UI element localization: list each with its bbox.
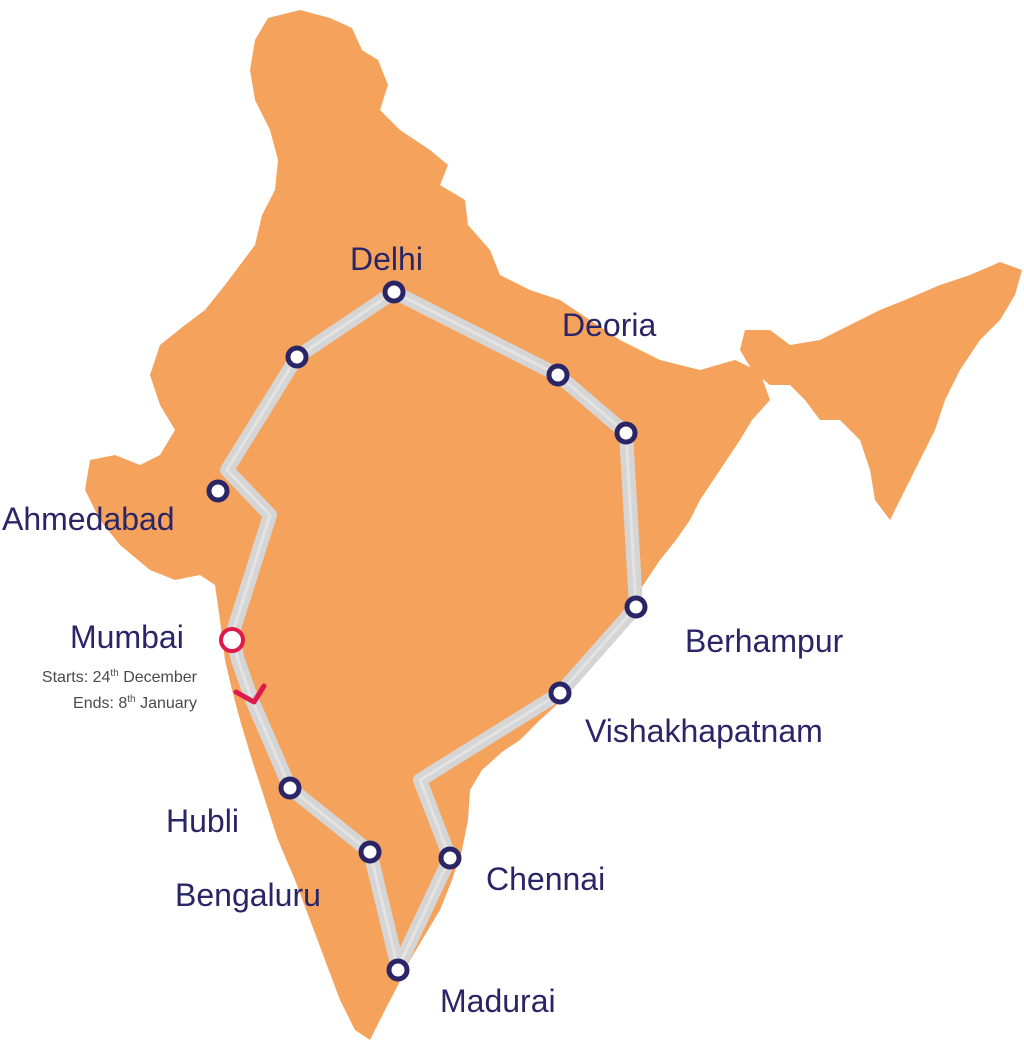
stop-berhampur[interactable] (627, 598, 645, 616)
label-chennai: Chennai (486, 861, 606, 897)
stop-mumbai[interactable] (221, 629, 243, 651)
label-deoria: Deoria (562, 307, 657, 343)
label-mumbai: Mumbai (70, 619, 184, 655)
stop-bengaluru[interactable] (361, 843, 379, 861)
stop-vishakhapatnam[interactable] (551, 684, 569, 702)
label-madurai: Madurai (440, 983, 556, 1019)
label-ahmedabad: Ahmedabad (2, 501, 175, 537)
ends-note: Ends: 8th January (73, 694, 197, 712)
stop-deoria[interactable] (549, 366, 567, 384)
label-delhi: Delhi (350, 241, 423, 277)
stop-delhi[interactable] (385, 283, 403, 301)
label-vishakhapatnam: Vishakhapatnam (585, 713, 823, 749)
stop-ahmedabad[interactable] (209, 482, 227, 500)
stop-hubli[interactable] (281, 779, 299, 797)
label-bengaluru: Bengaluru (175, 877, 321, 913)
stop-waypoint-2[interactable] (617, 424, 635, 442)
label-hubli: Hubli (166, 803, 239, 839)
stop-madurai[interactable] (389, 961, 407, 979)
starts-note: Starts: 24th December (41, 668, 197, 686)
stop-chennai[interactable] (441, 849, 459, 867)
india-northeast (740, 262, 1022, 520)
stop-waypoint-1[interactable] (288, 348, 306, 366)
label-berhampur: Berhampur (685, 623, 844, 659)
